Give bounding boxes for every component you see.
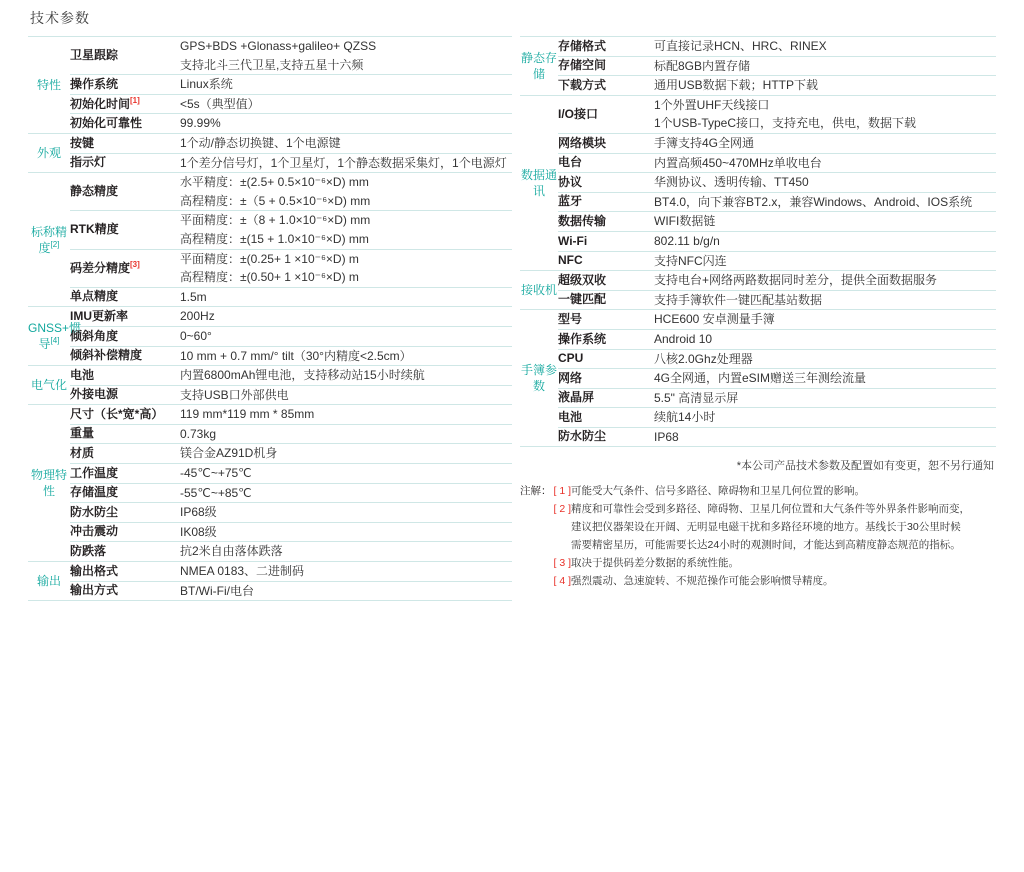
category-cell: 接收机	[520, 271, 558, 310]
row-value	[654, 37, 996, 57]
row-label: 冲击震动	[70, 522, 180, 542]
value-line: HCE600 安卓测量手簿	[654, 312, 775, 327]
row-label: 存储温度	[70, 483, 180, 503]
value-line: 4G全网通，内置eSIM赠送三年测绘流量	[654, 371, 867, 386]
row-value	[180, 562, 512, 582]
table-row	[28, 326, 512, 346]
table-row	[28, 562, 512, 582]
value-line: GPS+BDS +Glonass+galileo+ QZSS	[180, 39, 377, 53]
row-label: 超级双收	[558, 271, 654, 291]
row-label: 电台	[558, 153, 654, 173]
value-line: Android 10	[654, 331, 713, 346]
row-label: 指示灯	[70, 153, 180, 173]
table-row	[28, 581, 512, 601]
row-value	[654, 76, 996, 96]
footnote-index: [ 2 ]	[553, 503, 572, 516]
row-value	[180, 385, 512, 405]
value-line: BT4.0，向下兼容BT2.x，兼容Windows、Android、IOS系统	[654, 194, 973, 209]
row-value	[180, 153, 512, 173]
category-cell: 电气化	[28, 366, 70, 405]
row-footnote-ref: [1]	[130, 95, 140, 105]
footnote-line: 可能受大气条件、信号多路径、障碍物和卫星几何位置的影响。	[571, 485, 866, 498]
footnote-line: 精度和可靠性会受到多路径、障碍物、卫星几何位置和大气条件等外界条件影响而变，	[571, 503, 971, 516]
category-cell: GNSS+惯导[4]	[28, 307, 70, 366]
footnote-line: 建议把仪器架设在开阔、无明显电磁干扰和多路径环境的地方。基线长于30公里时候	[571, 521, 961, 534]
footnote-text	[571, 573, 834, 591]
value-line: 802.11 b/g/n	[654, 233, 720, 248]
table-row	[28, 37, 512, 75]
left-spec-table	[28, 36, 512, 601]
footnote-item	[554, 555, 997, 573]
category-cell: 物理特性	[28, 405, 70, 562]
row-label: I/O接口	[558, 95, 654, 133]
row-label: Wi-Fi	[558, 231, 654, 251]
value-line: 续航14小时	[654, 410, 716, 425]
table-row	[28, 464, 512, 484]
row-label: 蓝牙	[558, 192, 654, 212]
row-label: 防跌落	[70, 542, 180, 562]
row-value	[180, 542, 512, 562]
value-line: 1个差分信号灯，1个卫星灯，1个静态数据采集灯，1个电源灯	[180, 155, 507, 170]
row-label: 型号	[558, 310, 654, 330]
table-row	[28, 307, 512, 327]
row-value	[654, 271, 996, 291]
row-value	[654, 231, 996, 251]
table-row	[28, 94, 512, 114]
row-value	[180, 114, 512, 134]
table-row	[28, 366, 512, 386]
row-value	[180, 75, 512, 95]
row-label: 倾斜补偿精度	[70, 346, 180, 366]
footnotes-items	[554, 483, 997, 590]
row-value	[654, 349, 996, 369]
footnote-index: [ 1 ]	[553, 485, 572, 498]
value-line: 平面精度：±（8 + 1.0×10⁻⁶×D) mm	[180, 213, 371, 228]
table-row	[520, 349, 996, 369]
category-cell: 数据通讯	[520, 95, 558, 270]
category-footnote-ref: [2]	[50, 239, 60, 249]
row-value	[180, 522, 512, 542]
row-label: 卫星跟踪	[70, 37, 180, 75]
row-label: 电池	[558, 408, 654, 428]
footnote-line: 强烈震动、急速旋转、不规范操作可能会影响惯导精度。	[571, 574, 834, 587]
row-label: IMU更新率	[70, 307, 180, 327]
table-row	[28, 133, 512, 153]
row-value	[180, 249, 512, 287]
category-cell: 手簿参数	[520, 310, 558, 447]
row-value	[654, 310, 996, 330]
row-value	[654, 329, 996, 349]
value-line: 华测协议、透明传输、TT450	[654, 175, 809, 190]
row-value	[180, 581, 512, 601]
value-line: IP68级	[180, 505, 217, 520]
table-row	[28, 114, 512, 134]
row-value	[654, 290, 996, 310]
row-label: 材质	[70, 444, 180, 464]
row-label: 存储格式	[558, 37, 654, 57]
row-label: 尺寸（长*宽*高）	[70, 405, 180, 425]
row-value	[180, 94, 512, 114]
row-label: NFC	[558, 251, 654, 271]
footnotes-label: 注解：	[520, 485, 552, 498]
value-line: 支持USB口外部供电	[180, 387, 289, 402]
footnote-item	[554, 501, 997, 555]
value-line: 1个USB-TypeC接口，支持充电，供电，数据下载	[654, 116, 917, 131]
row-label: 重量	[70, 424, 180, 444]
table-row	[28, 75, 512, 95]
value-line: 可直接记录HCN、HRC、RINEX	[654, 39, 827, 53]
row-label: 初始化可靠性	[70, 114, 180, 134]
table-row	[28, 173, 512, 211]
table-row	[28, 211, 512, 249]
row-value	[654, 408, 996, 428]
footnote-text	[571, 483, 865, 501]
table-row	[520, 192, 996, 212]
row-label: 码差分精度[3]	[70, 249, 180, 287]
row-label: 数据传输	[558, 212, 654, 232]
value-line: 1.5m	[180, 289, 207, 304]
footnote-text	[571, 501, 970, 555]
row-label: 初始化时间[1]	[70, 94, 180, 114]
row-label: 液晶屏	[558, 388, 654, 408]
table-row	[28, 249, 512, 287]
row-value	[654, 153, 996, 173]
row-label: 网络	[558, 369, 654, 389]
value-line: IK08级	[180, 524, 217, 539]
left-column	[0, 36, 512, 601]
category-cell: 外观	[28, 133, 70, 172]
row-label: 操作系统	[70, 75, 180, 95]
value-line: 200Hz	[180, 309, 215, 324]
value-line: 水平精度：±(2.5+ 0.5×10⁻⁶×D) mm	[180, 175, 369, 190]
table-row	[520, 153, 996, 173]
value-line: NMEA 0183、二进制码	[180, 564, 305, 579]
row-value	[180, 444, 512, 464]
table-row	[28, 444, 512, 464]
row-value	[654, 173, 996, 193]
footnote-item	[554, 573, 997, 591]
table-row	[520, 329, 996, 349]
row-label: 电池	[70, 366, 180, 386]
row-label: 下载方式	[558, 76, 654, 96]
table-row	[520, 310, 996, 330]
value-line: 1个动/静态切换键、1个电源键	[180, 135, 341, 150]
table-row	[28, 153, 512, 173]
row-value	[180, 405, 512, 425]
footnote-index: [ 3 ]	[553, 556, 572, 569]
page-title: 技术参数	[30, 10, 90, 26]
value-line: -55℃~+85℃	[180, 485, 252, 500]
value-line: 支持手簿软件一键匹配基站数据	[654, 292, 823, 307]
row-value	[180, 37, 512, 75]
value-line: 5.5" 高清显示屏	[654, 390, 739, 405]
value-line: 通用USB数据下载；HTTP下载	[654, 78, 819, 93]
value-line: 1个外置UHF天线接口	[654, 97, 770, 112]
table-row	[28, 287, 512, 307]
value-line: 标配8GB内置存储	[654, 58, 751, 73]
row-value	[654, 251, 996, 271]
footnote-item	[554, 483, 997, 501]
category-cell: 静态存储	[520, 37, 558, 96]
table-row	[28, 424, 512, 444]
row-label: 存储空间	[558, 56, 654, 76]
row-label: 操作系统	[558, 329, 654, 349]
value-line: 99.99%	[180, 116, 221, 131]
value-line: <5s（典型值）	[180, 96, 260, 111]
row-label: 输出方式	[70, 581, 180, 601]
row-label: 网络模块	[558, 133, 654, 153]
value-line: 八核2.0Ghz处理器	[654, 351, 753, 366]
value-line: 镁合金AZ91D机身	[180, 446, 278, 461]
row-value	[654, 369, 996, 389]
value-line: 0~60°	[180, 328, 212, 343]
row-label: 输出格式	[70, 562, 180, 582]
table-row	[520, 408, 996, 428]
category-cell: 标称精度[2]	[28, 173, 70, 307]
value-line: 支持NFC闪连	[654, 253, 727, 268]
row-footnote-ref: [3]	[130, 259, 140, 269]
table-row	[28, 385, 512, 405]
row-value	[180, 366, 512, 386]
footnote-line: 取决于提供码差分数据的系统性能。	[571, 556, 740, 569]
value-line: 抗2米自由落体跌落	[180, 544, 283, 559]
row-label: RTK精度	[70, 211, 180, 249]
row-label: 工作温度	[70, 464, 180, 484]
table-row	[520, 76, 996, 96]
table-row	[520, 95, 996, 133]
category-cell: 输出	[28, 562, 70, 601]
row-value	[654, 427, 996, 447]
value-line: 手簿支持4G全网通	[654, 135, 755, 150]
footnote-text	[571, 555, 739, 573]
value-line: 支持电台+网络两路数据同时差分，提供全面数据服务	[654, 273, 938, 288]
row-value	[180, 464, 512, 484]
table-row	[520, 388, 996, 408]
value-line: 平面精度：±(0.25+ 1 ×10⁻⁶×D) m	[180, 251, 359, 266]
table-row	[28, 346, 512, 366]
value-line: 119 mm*119 mm * 85mm	[180, 407, 315, 422]
spec-tables-container	[0, 36, 1024, 601]
row-label: 防水防尘	[558, 427, 654, 447]
table-row	[520, 133, 996, 153]
value-line: BT/Wi-Fi/电台	[180, 583, 254, 598]
table-row	[28, 405, 512, 425]
value-line: 高程精度：±(15 + 1.0×10⁻⁶×D) mm	[180, 231, 369, 246]
value-line: 高程精度：±（5 + 0.5×10⁻⁶×D) mm	[180, 193, 371, 208]
row-value	[654, 388, 996, 408]
row-value	[180, 424, 512, 444]
table-row	[520, 231, 996, 251]
table-row	[520, 290, 996, 310]
right-column	[512, 36, 1024, 601]
table-row	[28, 522, 512, 542]
right-spec-table	[520, 36, 996, 447]
disclaimer-text: *本公司产品技术参数及配置如有变更，恕不另行通知	[736, 460, 994, 473]
row-value	[654, 56, 996, 76]
table-row	[520, 427, 996, 447]
table-row	[28, 503, 512, 523]
value-line: 高程精度：±(0.50+ 1 ×10⁻⁶×D) m	[180, 270, 359, 285]
value-line: Linux系统	[180, 77, 233, 92]
value-line: IP68	[654, 429, 679, 444]
value-line: 0.73kg	[180, 426, 217, 441]
row-label: 单点精度	[70, 287, 180, 307]
row-value	[654, 95, 996, 133]
value-line: WIFI数据链	[654, 214, 716, 229]
row-label: 外接电源	[70, 385, 180, 405]
row-label: 倾斜角度	[70, 326, 180, 346]
table-row	[520, 212, 996, 232]
row-label: 按键	[70, 133, 180, 153]
row-value	[180, 287, 512, 307]
row-label: 协议	[558, 173, 654, 193]
value-line: -45℃~+75℃	[180, 466, 252, 481]
row-value	[180, 326, 512, 346]
row-value	[180, 483, 512, 503]
table-row	[520, 271, 996, 291]
row-label: 一键匹配	[558, 290, 654, 310]
footnotes	[520, 483, 996, 590]
table-row	[28, 483, 512, 503]
row-value	[180, 173, 512, 211]
value-line: 内置6800mAh锂电池，支持移动站15小时续航	[180, 368, 425, 383]
row-value	[180, 307, 512, 327]
row-value	[180, 503, 512, 523]
table-row	[520, 56, 996, 76]
footnote-line: 需要精密星历，可能需要长达24小时的观测时间，才能达到高精度静态规范的指标。	[571, 539, 961, 551]
value-line: 内置高频450~470MHz单收电台	[654, 155, 822, 170]
table-row	[520, 173, 996, 193]
row-value	[654, 192, 996, 212]
category-cell: 特性	[28, 37, 70, 134]
row-value	[654, 133, 996, 153]
table-row	[520, 369, 996, 389]
row-value	[180, 346, 512, 366]
category-footnote-ref: [4]	[50, 336, 60, 346]
row-value	[180, 211, 512, 249]
row-value	[180, 133, 512, 153]
row-label: CPU	[558, 349, 654, 369]
row-label: 静态精度	[70, 173, 180, 211]
value-line: 支持北斗三代卫星,支持五星十六频	[180, 57, 364, 72]
table-row	[28, 542, 512, 562]
table-row	[520, 37, 996, 57]
value-line: 10 mm + 0.7 mm/° tilt（30°内精度<2.5cm）	[180, 348, 412, 363]
row-value	[654, 212, 996, 232]
row-label: 防水防尘	[70, 503, 180, 523]
footnote-index: [ 4 ]	[553, 574, 572, 587]
table-row	[520, 251, 996, 271]
